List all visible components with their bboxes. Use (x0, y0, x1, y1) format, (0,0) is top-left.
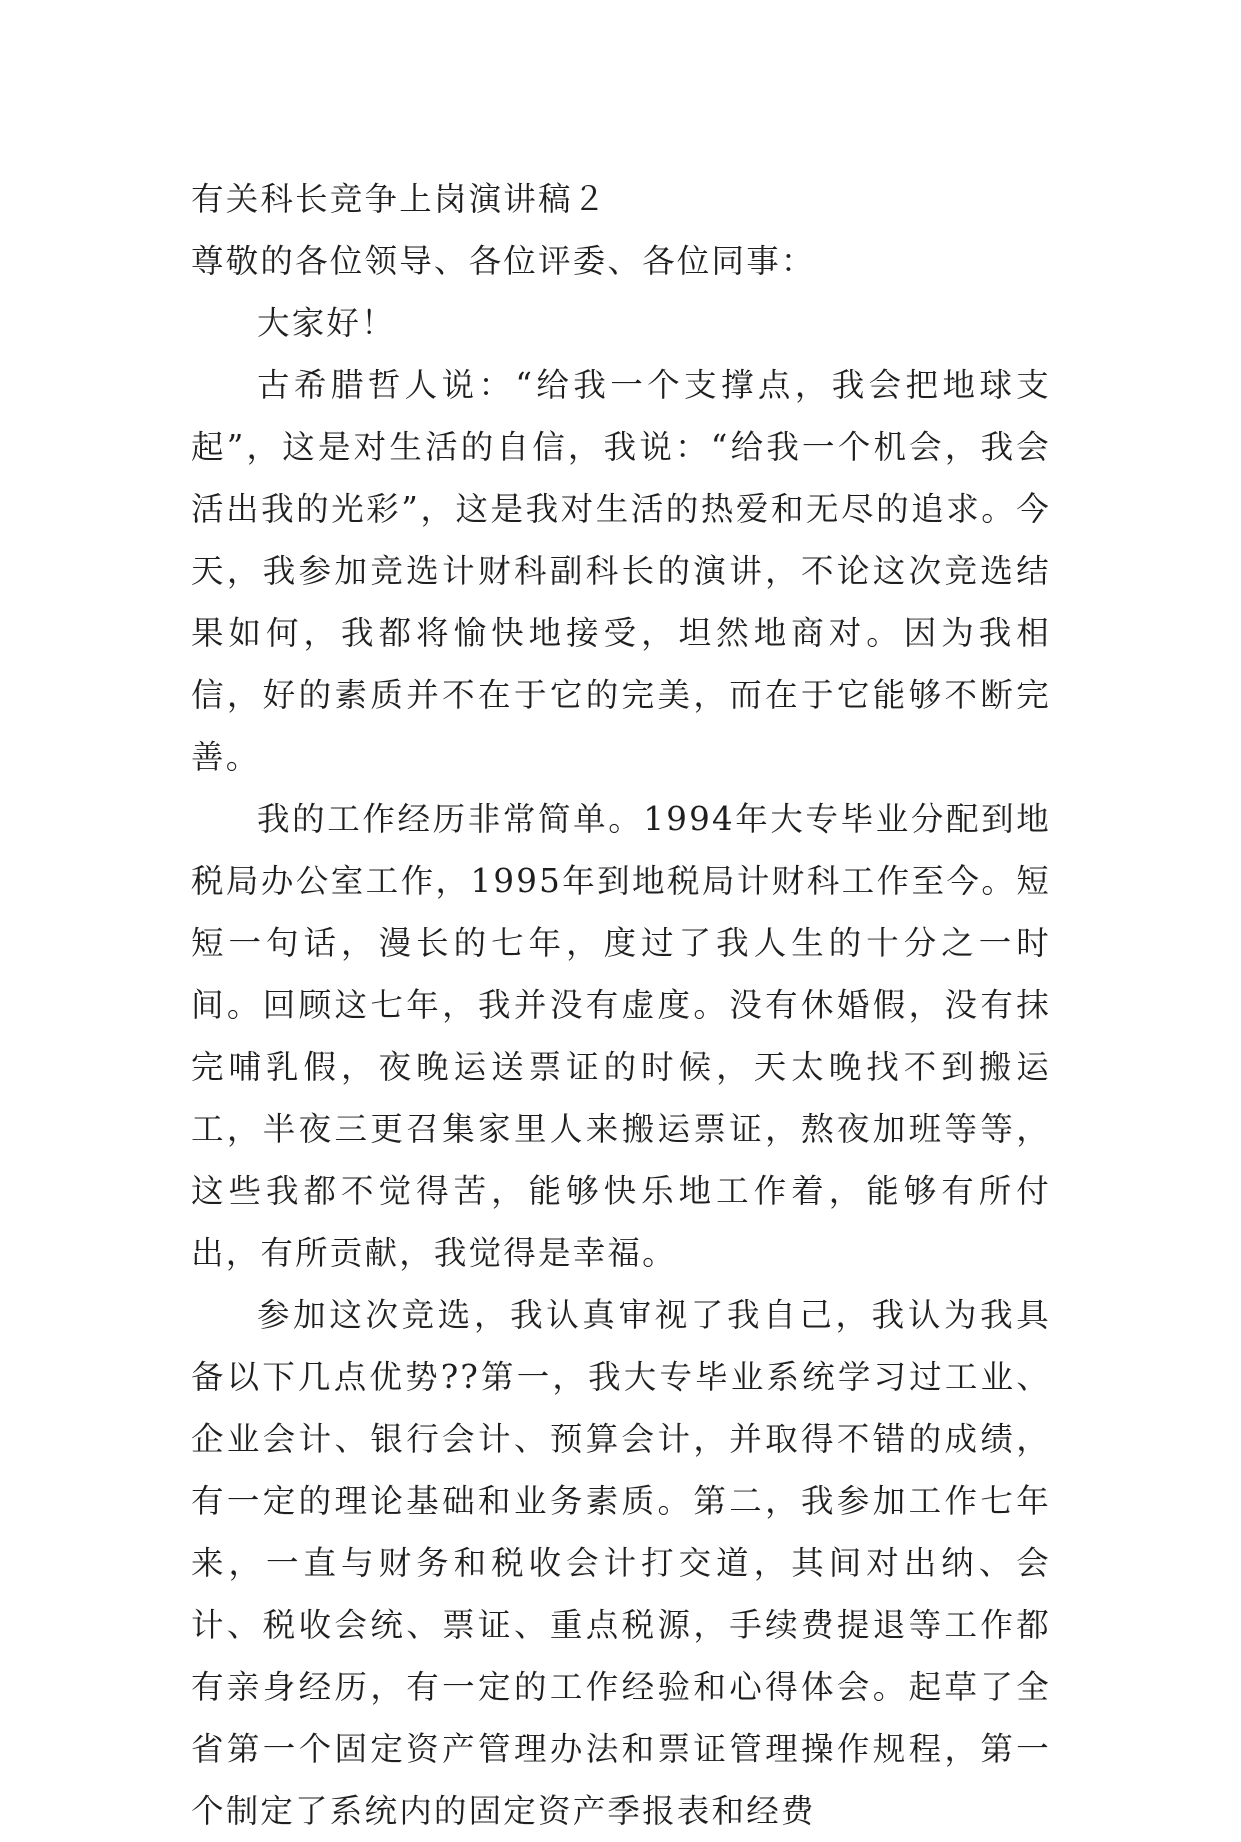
document-title: 有关科长竞争上岗演讲稿２ (191, 180, 608, 218)
document-body (191, 168, 1051, 1842)
paragraph-quote: 古希腊哲人说：“给我一个支撑点，我会把地球支起”，这是对生活的自信，我说：“给我一个机会，我会活出我的光彩”，这是我对生活的热爱和无尽的追求。今天，我参加竞选计财科副科长的演讲，不论这次竞选结果如何，我都将愉快地接受，坦然地商对。因为我相信，好的素质并不在于它的完美，而在于它能够不断完善。 (191, 366, 1051, 776)
greeting: 大家好！ (257, 304, 396, 342)
paragraph-advantages: 参加这次竞选，我认真审视了我自己，我认为我具备以下几点优势??第一，我大专毕业系统学习过工业、企业会计、银行会计、预算会计，并取得不错的成绩，有一定的理论基础和业务素质。第二，我参加工作七年来，一直与财务和税收会计打交道，其间对出纳、会计、税收会统、票证、重点税源，手续费提退等工作都有亲身经历，有一定的工作经验和心得体会。起草了全省第一个固定资产管理办法和票证管理操作规程，第一个制定了系统内的固定资产季报表和经费 (191, 1296, 1051, 1830)
salutation: 尊敬的各位领导、各位评委、各位同事： (191, 242, 816, 280)
paragraph-work-experience: 我的工作经历非常简单。1994年大专毕业分配到地税局办公室工作，1995年到地税局计财科工作至今。短短一句话，漫长的七年，度过了我人生的十分之一时间。回顾这七年，我并没有虚度。没有休婚假，没有抹完哺乳假，夜晚运送票证的时候，天太晚找不到搬运工，半夜三更召集家里人来搬运票证，熬夜加班等等，这些我都不觉得苦，能够快乐地工作着，能够有所付出，有所贡献，我觉得是幸福。 (191, 800, 1051, 1272)
